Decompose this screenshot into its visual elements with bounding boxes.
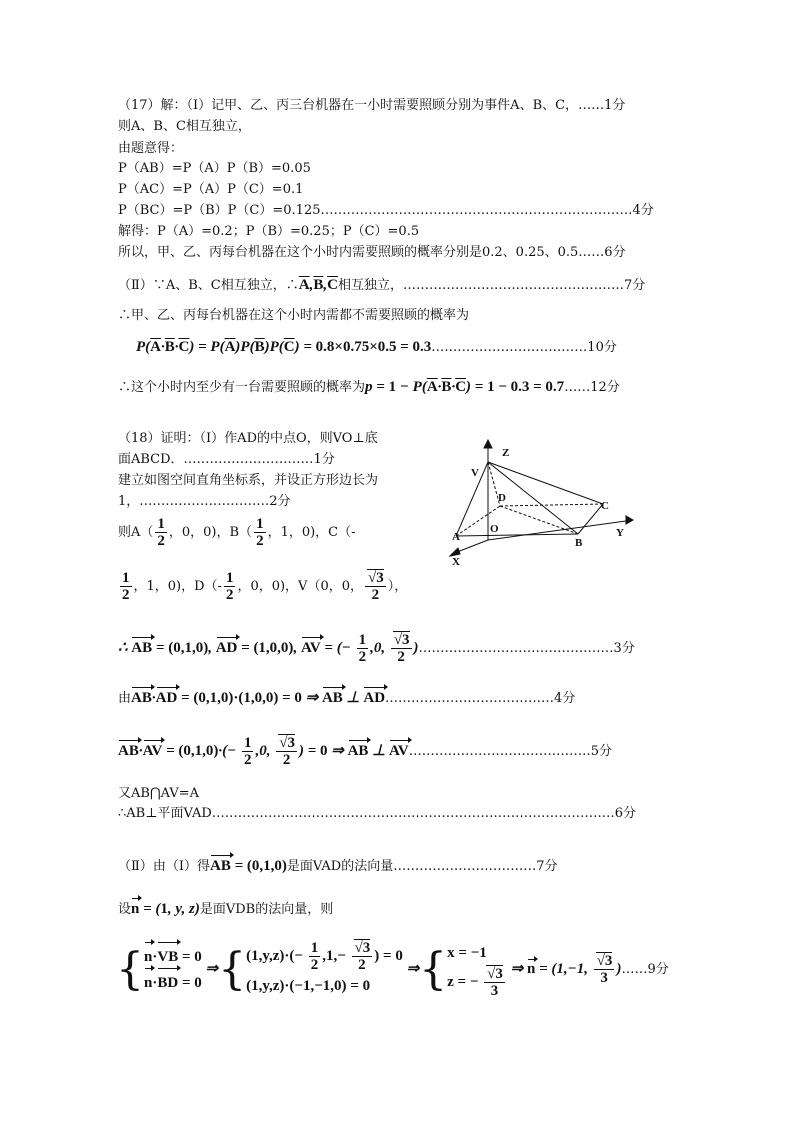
p18-line-5: 则A（ $\frac{1}{2}$ ，0，0)，B（ $\frac{1}{2}$ ，1，0)，C（- [118,516,356,549]
p17-line-8: 所以，甲、乙、丙每台机器在这个小时内需要照顾的概率分别是0.2、0.25、0.5……6分 [118,245,626,260]
p17-line-11: $P(\overline{A}\cdot\overline{B}\cdot\overline{C}) = P(\overline{A})P(\overline{B})P(\overline{C}) = 0.8\times 0.75\times 0.5$ = 0.3………………………………10分 [136,339,617,355]
events-complement: $\overline{A},\overline{B},\overline{C}$ [298,277,338,293]
p18-line-10: 又AB⋂AV=A [118,786,200,801]
label-b: B [575,537,583,549]
p18-line-6: $\frac{1}{2}$ ，1，0)，D（- $\frac{1}{2}$ ，0，0)，V（0，0， $\frac{√3}{2}$ ）， [122,570,408,603]
p17-line-10: ∴甲、乙、丙每台机器在这个小时内需都不需要照顾的概率为 [118,308,470,323]
p17-line-1: （17）解：（Ⅰ）记甲、乙、丙三台机器在一小时需要照顾分别为事件A、B、C，……1分 [118,98,626,113]
label-x: X [452,556,460,568]
label-o: O [490,523,499,535]
p17-line-3: 由题意得： [118,141,184,156]
label-a: A [452,531,460,543]
p18-line-9: AB·AV = (0,1,0)·(− $\frac{1}{2}$ ,0, $\frac{√3}{2}$ ) = 0 ⇒ AB ⊥ AV……………………………………5分 [118,735,613,768]
p18-line-12: （Ⅱ）由（Ⅰ）得AB = (0,1,0)是面VAD的法向量……………………………7分 [118,858,558,874]
label-z: Z [502,447,510,459]
edge-bc [578,504,603,534]
p17-line-12: ∴这个小时内至少有一台需要照顾的概率为$p = 1 - P(\overline{A}\cdot\overline{B}\cdot\overline{C}) = 1 - 0.3$ = 0.7……12分 [118,379,620,395]
label-y: Y [616,527,624,539]
p18-line-7: ∴ AB = (0,1,0), AD = (1,0,0), AV = (− $\frac{1}{2}$ ,0, $\frac{√3}{2}$ )………………………………………3分 [118,632,635,665]
p18-line-4: 1，…………………………2分 [118,494,291,509]
p17-line-6: P（BC）=P（B）P（C）=0.125………………………………………………………………4分 [118,203,654,218]
normal-vector-system: { n·VB = 0 n·BD = 0 ⇒{ (1,y,z)·(− $\frac{1}{2}$ ,1,− $\frac{√3}{2}$ ) = 0 (1,y,z)·(−1,−1,0) = 0 ⇒{ x = −1 z = − $\frac{√3}{3}$ ⇒ n = (1,−1, $\frac{√3}{3}$ )……9分 [116,940,669,999]
formula-at-least-one: $p = 1 - P(\overline{A}\cdot\overline{B}\cdot\overline{C}) = 1 - 0.3 = 0.7$ [365,379,565,395]
p17-line-7: 解得：P（A）=0.2；P（B）=0.25；P（C）=0.5 [118,224,420,239]
p17-line-5: P（AC）=P（A）P（C）=0.1 [118,182,304,197]
p18-line-13: 设n = (1, y, z)是面VDB的法向量，则 [118,901,334,917]
pyramid-figure [438,436,638,571]
p17-line-9: （Ⅱ）∵A、B、C相互独立，$\therefore\overline{A},\overline{B},\overline{C}$相互独立，……………………………………………7分 [118,277,646,293]
label-d: D [498,492,506,504]
vectors-def: ∴ AB = (0,1,0), AD = (1,0,0), AV = (− $\frac{1}{2}$ ,0, $\frac{√3}{2}$ ) [118,632,419,665]
p18-line-2: 面ABCD．…………………………1分 [118,452,335,467]
p18-line-3: 建立如图空间直角坐标系，并设正方形边长为 [118,473,379,488]
dot-ab-ad: AB·AD = (0,1,0)·(1,0,0) = 0 ⇒ AB ⊥ AD [131,690,386,706]
p18-line-11: ∴AB⊥平面VAD…………………………………………………………………………………6分 [118,806,637,821]
p18-line-8: 由AB·AD = (0,1,0)·(1,0,0) = 0 ⇒ AB ⊥ AD…………………………………4分 [118,690,576,706]
p18-line-1: （18）证明：（Ⅰ）作AD的中点O，则VO⊥底 [118,431,378,446]
y-axis [488,520,633,540]
label-c: C [601,500,609,512]
p17-line-4: P（AB）=P（A）P（B）=0.05 [118,161,311,176]
label-v: V [471,467,479,479]
formula-none-need: $P(\overline{A}\cdot\overline{B}\cdot\overline{C}) = P(\overline{A})P(\overline{B})P(\overline{C}) = 0.8\times 0.75\times 0.5 = 0.3$ [136,339,432,355]
p17-line-2: 则A、B、C相互独立， [118,119,251,134]
dot-ab-av: AB·AV = (0,1,0)·(− $\frac{1}{2}$ ,0, $\frac{√3}{2}$ ) = 0 ⇒ AB ⊥ AV [118,735,409,768]
edge-dc [500,504,603,506]
edge-db [500,506,578,534]
